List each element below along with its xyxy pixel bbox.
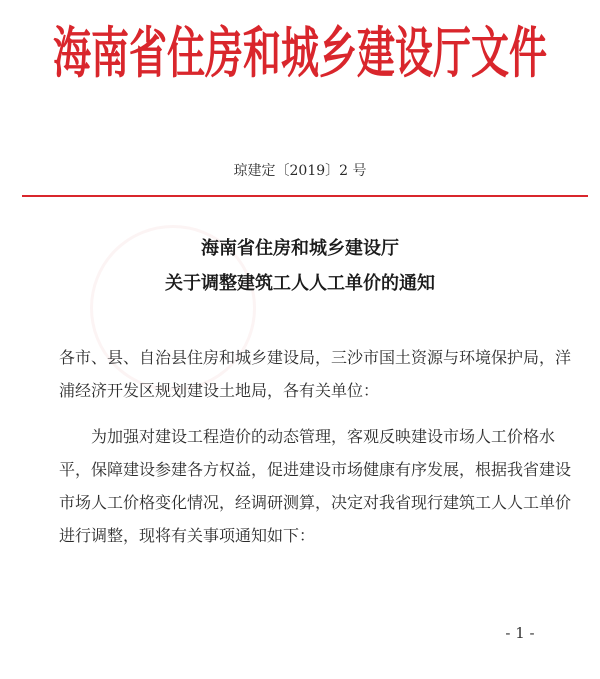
- body-paragraph: 为加强对建设工程造价的动态管理，客观反映建设市场人工价格水平，保障建设参建各方权益，促进建设市场健康有序发展，根据我省建设市场人工价格变化情况，经调研测算，决定对我省现行建筑工人人工单价进行调整，现将有关事项通知如下：: [59, 427, 572, 545]
- notice-title-line-1: 海南省住房和城乡建设厅: [201, 238, 399, 259]
- page-number: - 1 -: [505, 624, 535, 642]
- document-number: 琼建定〔2019〕2 号: [233, 163, 367, 179]
- red-separator-line: [22, 195, 588, 197]
- notice-title-line-2: 关于调整建筑工人人工单价的通知: [165, 273, 435, 294]
- letterhead-title: 海南省住房和城乡建设厅文件: [52, 21, 547, 85]
- salutation-paragraph: 各市、县、自治县住房和城乡建设局，三沙市国土资源与环境保护局，洋浦经济开发区规划建设土地局，各有关单位：: [59, 348, 572, 400]
